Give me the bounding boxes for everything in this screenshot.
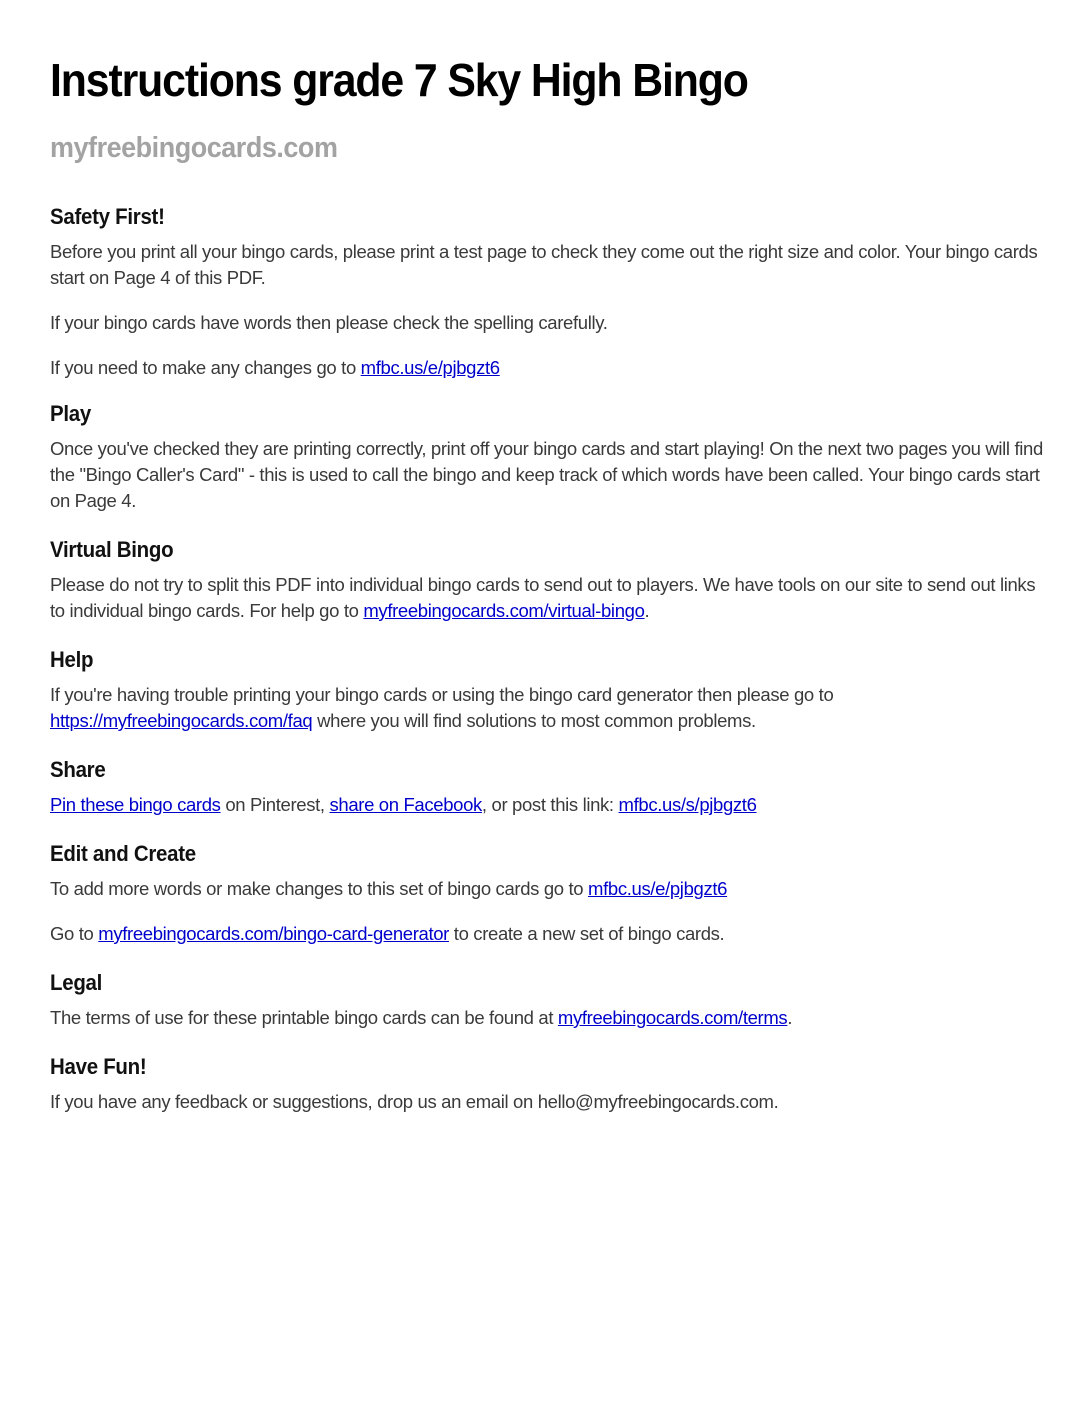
- section-heading: Edit and Create: [50, 841, 196, 866]
- instructions-page: [50, 50, 1045, 1134]
- edit-paragraph: [50, 876, 1045, 902]
- generator-link[interactable]: myfreebingocards.com/bingo-card-generator: [98, 923, 449, 944]
- virtual-text-end: .: [644, 600, 650, 621]
- section-edit-and-create: [50, 840, 1045, 947]
- section-share: [50, 756, 1045, 818]
- page-title: Instructions grade 7 Sky High Bingo: [50, 54, 748, 106]
- legal-text-end: .: [787, 1007, 793, 1028]
- legal-text: The terms of use for these printable bingo cards can be found at: [50, 1007, 558, 1028]
- feedback-paragraph: If you have any feedback or suggestions, drop us an email on hello@myfreebingocards.com.: [50, 1091, 779, 1112]
- virtual-paragraph: [50, 572, 1045, 624]
- edit-link[interactable]: mfbc.us/e/pjbgzt6: [588, 878, 728, 899]
- facebook-link[interactable]: share on Facebook: [329, 794, 482, 815]
- terms-link[interactable]: myfreebingocards.com/terms: [557, 1007, 788, 1028]
- share-text: on Pinterest,: [220, 794, 330, 815]
- section-play: [50, 400, 1045, 514]
- faq-link[interactable]: https://myfreebingocards.com/faq: [50, 710, 313, 731]
- play-paragraph: Once you've checked they are printing correctly, print off your bingo cards and start playing! On the next two pages you will find the "Bingo Caller's Card" - this is used to call the bingo and keep track of which words have been called. Your bingo cards start on Page 4.: [50, 438, 1043, 511]
- help-text-end: where you will find solutions to most common problems.: [312, 710, 756, 731]
- legal-paragraph: [50, 1005, 1045, 1031]
- section-have-fun: [50, 1053, 1045, 1115]
- section-heading: Share: [50, 757, 106, 782]
- help-text: If you're having trouble printing your bingo cards or using the bingo card generator then please go to: [50, 684, 834, 705]
- section-safety-first: [50, 203, 1045, 381]
- safety-paragraph-changes: [50, 355, 1045, 381]
- virtual-text: Please do not try to split this PDF into individual bingo cards to send out to players. We have tools on our site to send out links to individual bingo cards. For help go to: [50, 574, 1036, 621]
- site-name: myfreebingocards.com: [50, 132, 338, 164]
- section-heading: Virtual Bingo: [50, 537, 174, 562]
- section-heading: Help: [50, 647, 94, 672]
- edit-link[interactable]: mfbc.us/e/pjbgzt6: [360, 357, 500, 378]
- share-short-link[interactable]: mfbc.us/s/pjbgzt6: [618, 794, 757, 815]
- create-paragraph: [50, 921, 1045, 947]
- section-heading: Safety First!: [50, 204, 165, 229]
- safety-paragraph-print-test: Before you print all your bingo cards, please print a test page to check they come out the right size and color. Your bingo cards start on Page 4 of this PDF.: [50, 241, 1038, 288]
- help-paragraph: [50, 682, 1045, 734]
- safety-paragraph-spelling: If your bingo cards have words then please check the spelling carefully.: [50, 312, 608, 333]
- edit-text: To add more words or make changes to this set of bingo cards go to: [50, 878, 589, 899]
- share-paragraph: [50, 792, 1045, 818]
- create-text-end: to create a new set of bingo cards.: [449, 923, 725, 944]
- section-virtual-bingo: [50, 536, 1045, 624]
- section-heading: Play: [50, 401, 91, 426]
- share-text: , or post this link:: [481, 794, 619, 815]
- create-text: Go to: [50, 923, 99, 944]
- section-help: [50, 646, 1045, 734]
- section-heading: Have Fun!: [50, 1054, 147, 1079]
- virtual-bingo-link[interactable]: myfreebingocards.com/virtual-bingo: [363, 600, 645, 621]
- changes-text: If you need to make any changes go to: [50, 357, 361, 378]
- section-heading: Legal: [50, 970, 103, 995]
- section-legal: [50, 969, 1045, 1031]
- pinterest-link[interactable]: Pin these bingo cards: [50, 794, 221, 815]
